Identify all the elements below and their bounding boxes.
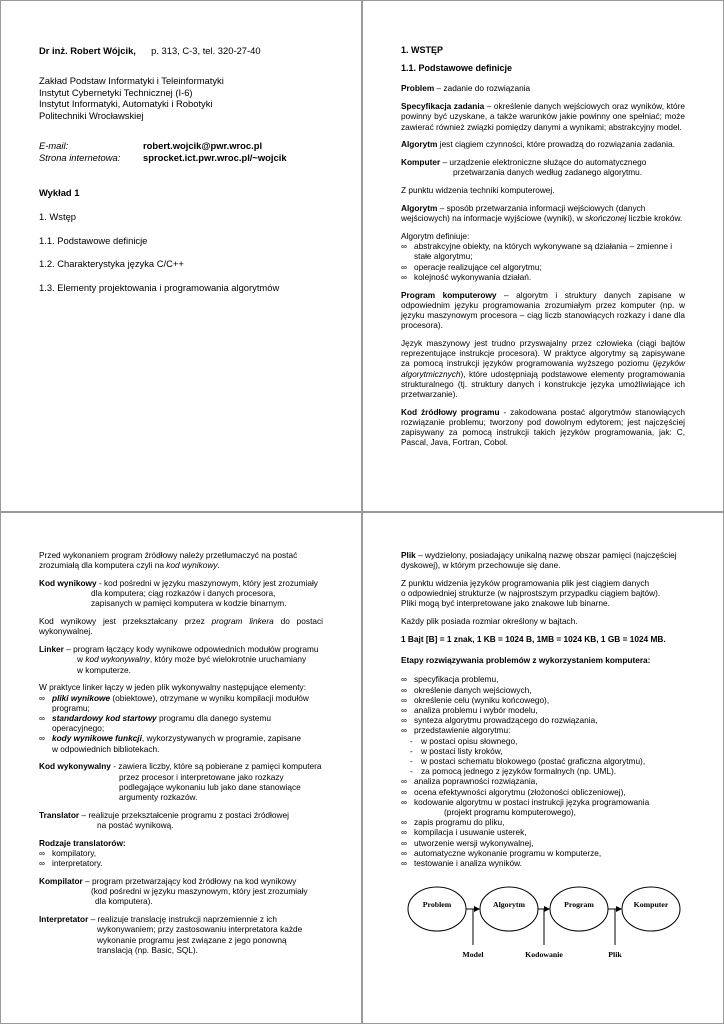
- item-text: analiza poprawności rozwiązania,: [414, 776, 538, 787]
- list-item: ∞ interpretatory.: [39, 858, 323, 868]
- diagram-node-label: Problem: [422, 900, 452, 909]
- definition-cont: w komputerze.: [77, 664, 131, 675]
- list-item: [401, 817, 685, 827]
- term: Kompilator: [39, 876, 83, 887]
- item-term: standardowy kod startowy: [52, 713, 157, 724]
- web-value[interactable]: sprocket.ict.pwr.wroc.pl/~wojcik: [143, 151, 287, 163]
- item-text: w postaci listy kroków,: [421, 745, 503, 756]
- item-text: za pomocą jednego z języków formalnych (np. UML).: [421, 766, 617, 777]
- item-text: w postaci schematu blokowego (postać graficzna algorytmu),: [421, 756, 646, 767]
- item-text: , wykorzystywanych w programie, zapisane: [141, 733, 301, 744]
- definition: – urządzenie elektroniczne służące do automatycznego: [440, 157, 647, 168]
- definition: – program przetwarzający kod źródłowy na kod wynikowy: [82, 876, 297, 887]
- definition-cont: [39, 654, 323, 664]
- term: Algorytm: [401, 139, 438, 150]
- section-heading: 1. WSTĘP: [401, 45, 444, 55]
- definition-cont: wykonanie programu jest związane z jego ponowną: [97, 934, 287, 945]
- email-row: [39, 140, 323, 152]
- item-text: określenie danych wejściowych,: [414, 684, 532, 695]
- list-item: [39, 733, 323, 753]
- intro-text-end: .: [217, 560, 220, 571]
- item-term: pliki wynikowe: [52, 692, 111, 703]
- process-diagram: [407, 885, 697, 965]
- def-computer: [401, 157, 685, 177]
- affil-line: Zakład Podstaw Informatyki i Teleinformatyki: [39, 75, 224, 87]
- definition-cont: przetwarzania danych według zadanego algorytmu.: [453, 167, 643, 178]
- author-room: p. 313, C-3, tel. 320-27-40: [151, 45, 261, 56]
- definition: – określenie danych wejściowych oraz wyników, które powinny być uzyskane, a także warunków jakie powinny one spełniać; może zawierać również związki pomiędzy danymi a wynikami; abstrakcyjny model.: [401, 101, 685, 132]
- paragraph-text: Język maszynowy jest trudno przyswajalny przez człowieka (ciągi bajtów reprezentujące instrukcje procesora). W praktyce algorytmy są zapisywane za pomocą instrukcji języków programowania wyższego poziomu (: [401, 338, 685, 369]
- list-heading: W praktyce linker łączy w jeden plik wykonywalny następujące elementy:: [39, 682, 306, 693]
- diagram-layer: [408, 887, 680, 959]
- def-problem: [401, 83, 685, 93]
- item-text: kodowanie algorytmu w postaci instrukcji języka programowania: [414, 796, 650, 807]
- term: Specyfikacja zadania: [401, 101, 485, 112]
- intro: [39, 550, 323, 570]
- toc-item: 1.2. Charakterystyka języka C/C++: [39, 258, 184, 270]
- web-row: [39, 152, 323, 164]
- toc-item: 1.1. Podstawowe definicje: [39, 234, 148, 246]
- diagram-node-3: [622, 887, 680, 931]
- definition-cont: na postać wynikową.: [97, 820, 174, 831]
- list-item: ∞ kolejność wykonywania działań.: [401, 272, 685, 282]
- list-item: [401, 787, 685, 797]
- affil-line: Instytut Cybernetyki Technicznej (I-6): [39, 86, 193, 98]
- page-3-content: [39, 550, 323, 963]
- definition: – wydzielony, posiadający unikalną nazwę obszar pamięci (najczęściej dyskowej), w którym przechowuje się dane.: [401, 550, 677, 571]
- definition-cont: (kod pośredni w języku maszynowym, który jest zrozumiały: [91, 886, 308, 897]
- types-list: [39, 848, 323, 868]
- stages-list: [401, 674, 685, 868]
- item-text-cont: w odpowiednich bibliotekach.: [52, 743, 160, 754]
- def-file: [401, 550, 685, 570]
- units-line: 1 Bajt [B] = 1 znak, 1 KB = 1024 B, 1MB = 1024 KB, 1 GB = 1024 MB.: [401, 634, 666, 644]
- list-item: [401, 827, 685, 837]
- item-text-cont: (projekt programu komputerowego),: [444, 807, 576, 818]
- list-item: [401, 674, 685, 684]
- paragraph-line: o odpowiedniej strukturze (w najprostszym przypadku ciągiem bajtów).: [401, 588, 661, 599]
- diagram-node-0: [408, 887, 466, 931]
- item-text: automatyczne wykonanie programu w komputerze,: [414, 847, 602, 858]
- term: Translator: [39, 809, 80, 820]
- page-1: [0, 0, 362, 512]
- diagram-node-2: [550, 887, 608, 931]
- term: Komputer: [401, 157, 441, 168]
- emphasis: skończonej: [584, 213, 627, 224]
- item-text: synteza algorytmu prowadzącego do rozwiązania,: [414, 715, 598, 726]
- definition-cont: dla komputera).: [95, 896, 153, 907]
- diagram-edge-label: Kodowanie: [525, 950, 563, 959]
- item-term: kody wynikowe funkcji: [52, 733, 142, 744]
- definition-cont: zapisanych w pamięci komputera w kodzie binarnym.: [91, 598, 287, 609]
- toc-item: 1. Wstęp: [39, 210, 76, 222]
- definition-cont: podlegające wykonaniu lub jako dane stanowiące: [119, 781, 301, 792]
- definition: – algorytm i struktury danych zapisane w odpowiednim języku programowania zrozumiałym przez komputer (np. w języku maszynowym procesora – ciąg liczb stanowiących rozkazy i dane dla procesora).: [401, 289, 685, 331]
- author-line: [39, 45, 323, 57]
- emphasis: kod wykonywalny: [85, 654, 150, 665]
- item-text: utworzenie wersji wykonywalnej,: [414, 837, 534, 848]
- item-text: (obiektowe), otrzymane w wyniku kompilacji modułów: [110, 692, 309, 703]
- term: Linker: [39, 644, 64, 655]
- list-heading: Algorytm definiuje:: [401, 231, 470, 241]
- def-algorithm: [401, 139, 685, 149]
- term: Program komputerowy: [401, 289, 497, 300]
- definition: jest ciągiem czynności, które prowadzą do rozwiązania zadania.: [437, 139, 675, 150]
- machine-language: [401, 338, 685, 399]
- definition: - kod pośredni w języku maszynowym, który jest zrozumiały: [96, 578, 318, 588]
- lecture-title: Wykład 1: [39, 187, 80, 199]
- email-value[interactable]: robert.wojcik@pwr.wroc.pl: [143, 140, 263, 152]
- sub-list-item: [401, 756, 685, 766]
- process-diagram-svg: [407, 885, 697, 965]
- term: Kod wynikowy: [39, 578, 97, 588]
- paragraph-line: Z punktu widzenia języków programowania plik jest ciągiem danych: [401, 578, 650, 588]
- email-label: E-mail:: [39, 140, 69, 152]
- definition: – sposób przetwarzania informacji wejściowych (danych wejściowych) na informacje wyjściowe (wyniki), w: [401, 203, 646, 224]
- intro-text: zrozumiałą dla komputera czyli na: [39, 560, 167, 571]
- toc-item: 1.3. Elementy projektowania i programowania algorytmów: [39, 281, 280, 293]
- linker-list: [39, 693, 323, 754]
- emphasis: kod wynikowy: [166, 560, 218, 571]
- paragraph-text-end: do postaci wykonywalnej.: [39, 616, 323, 637]
- sub-list-item: [401, 766, 685, 776]
- list-item: [401, 848, 685, 858]
- def-translator: [39, 810, 323, 830]
- sub-list-item: [401, 746, 685, 756]
- term: Plik: [401, 550, 416, 560]
- page-2: [362, 0, 724, 512]
- alg-defines: [401, 231, 685, 282]
- file-size: Każdy plik posiada rozmiar określony w bajtach.: [401, 616, 578, 627]
- definition: – zadanie do rozwiązania: [434, 83, 531, 94]
- def-program: [401, 290, 685, 331]
- term: Algorytm: [401, 203, 438, 213]
- web-label: Strona internetowa:: [39, 151, 121, 163]
- paragraph-text: Kod wynikowy jest przekształcany przez: [39, 616, 212, 627]
- item-text: specyfikacja problemu,: [414, 674, 499, 685]
- page-4-content: [401, 550, 685, 868]
- definition-cont: dla komputera; ciąg rozkazów i danych procesora,: [91, 588, 276, 599]
- list-item: [39, 693, 323, 713]
- definition-text: w: [77, 654, 86, 665]
- def-source-code: [401, 407, 685, 448]
- term: Kod wykonywalny: [39, 761, 111, 772]
- definition-cont: translacją (np. Basic, SQL).: [97, 944, 198, 955]
- page-3: [0, 512, 362, 1024]
- definition-end: liczbie kroków.: [626, 213, 683, 224]
- list-item: ∞ kompilatory,: [39, 848, 323, 858]
- item-text: zapis programu do pliku,: [414, 817, 505, 828]
- list-item: [401, 685, 685, 695]
- emphasis: języków algorytmicznych: [401, 358, 685, 379]
- item-text: testowanie i analiza wyników.: [414, 858, 522, 869]
- diagram-node-label: Komputer: [633, 900, 669, 909]
- intro-line-2: [39, 560, 323, 570]
- item-text-cont: programu;: [52, 702, 90, 713]
- diagram-edge-label: Plik: [608, 950, 622, 959]
- definition-cont: argumenty rozkazów.: [119, 792, 198, 803]
- list-heading: Rodzaje translatorów:: [39, 837, 126, 848]
- affil-line: Instytut Informatyki, Automatyki i Robotyki: [39, 98, 213, 110]
- paragraph-text-end: ), które udostępniają podstawowe elementy programowania strukturalnego (tj. struktury danych i konstrukcje języka umożliwiające ich przetwarzanie).: [401, 368, 685, 400]
- term: Interpretator: [39, 914, 89, 925]
- paragraph-line: Pliki mogą być interpretowane jako znakowe lub binarne.: [401, 598, 610, 609]
- translator-types: [39, 838, 323, 869]
- list-item: ∞ abstrakcyjne obiekty, na których wykonywane są działania – zmienne i stałe algorytmu;: [401, 241, 685, 261]
- list-item: [39, 713, 323, 733]
- page-4: [362, 512, 724, 1024]
- diagram-node-label: Algorytm: [492, 900, 526, 909]
- object-code-transform: [39, 616, 323, 636]
- file-language-view: [401, 578, 685, 609]
- intro-line: Przed wykonaniem program źródłowy należy przetłumaczyć na postać: [39, 550, 298, 560]
- definition: – realizuje translację instrukcji naprzemiennie z ich: [88, 914, 277, 925]
- list-item: [401, 776, 685, 786]
- tech-view: Z punktu widzenia techniki komputerowej.: [401, 185, 555, 196]
- def-interpreter: [39, 914, 323, 955]
- sub-list-item: [401, 736, 685, 746]
- item-text: ocena efektywności algorytmu (złożoności obliczeniowej),: [414, 786, 626, 797]
- diagram-node-label: Program: [564, 900, 594, 909]
- emphasis: program linkera: [211, 616, 274, 627]
- list-item: [401, 695, 685, 705]
- definition-text-end: , który może być wielokrotnie uruchamiany: [149, 654, 307, 665]
- def-linker: [39, 644, 323, 675]
- list-item: ∞ operacje realizujące cel algorytmu;: [401, 262, 685, 272]
- def-algorithm-2: [401, 203, 685, 223]
- page-1-content: [39, 45, 323, 301]
- def-object-code: [39, 578, 323, 609]
- def-specification: [401, 101, 685, 132]
- term: Problem: [401, 83, 435, 94]
- affil-line: Politechniki Wrocławskiej: [39, 109, 144, 121]
- list-item: [401, 838, 685, 848]
- definition-cont: przez procesor i interpretowane jako rozkazy: [119, 771, 284, 782]
- item-text: programu dla danego systemu operacyjnego;: [52, 713, 272, 734]
- def-executable-code: [39, 761, 323, 802]
- item-text: w postaci opisu słownego,: [421, 735, 518, 746]
- diagram-edge-label: Model: [462, 950, 484, 959]
- definition-cont: wykonywaniem; przy zastosowaniu interpretatora każde: [97, 924, 303, 935]
- item-text: kompilacja i usuwanie usterek,: [414, 827, 527, 838]
- definition: – program łączący kody wynikowe odpowiednich modułów programu: [63, 644, 319, 655]
- list-item: [401, 725, 685, 735]
- stages-heading: Etapy rozwiązywania problemów z wykorzystaniem komputera:: [401, 655, 651, 666]
- list-item: [401, 705, 685, 715]
- subsection-heading: 1.1. Podstawowe definicje: [401, 63, 513, 74]
- item-text: analiza problemu i wybór modelu,: [414, 705, 538, 716]
- item-text: określenie celu (wyniku końcowego),: [414, 694, 550, 705]
- page-2-content: [401, 45, 685, 455]
- definition: - zawiera liczby, które są pobierane z pamięci komputera: [110, 761, 322, 772]
- term: Kod źródłowy programu: [401, 406, 500, 417]
- affiliation: [39, 75, 323, 121]
- definition: – realizuje przekształcenie programu z postaci źródłowej: [79, 809, 289, 820]
- author-name: Dr inż. Robert Wójcik,: [39, 45, 136, 56]
- list-item: [401, 715, 685, 725]
- list-item: [401, 858, 685, 868]
- definition: - zakodowana postać algorytmów stanowiących rozwiązanie problemu; tworzony pod dowolnym edytorem; jest najczęściej zapisywany za pomocą instrukcji takich języków programowania, jak: C, Pascal, Java, Fortran, Cobol.: [401, 406, 685, 448]
- list-item: [401, 797, 685, 817]
- linker-elements: [39, 682, 323, 753]
- item-text: przedstawienie algorytmu:: [414, 725, 511, 736]
- def-compiler: [39, 876, 323, 907]
- alg-list: [401, 241, 685, 282]
- diagram-node-1: [480, 887, 538, 931]
